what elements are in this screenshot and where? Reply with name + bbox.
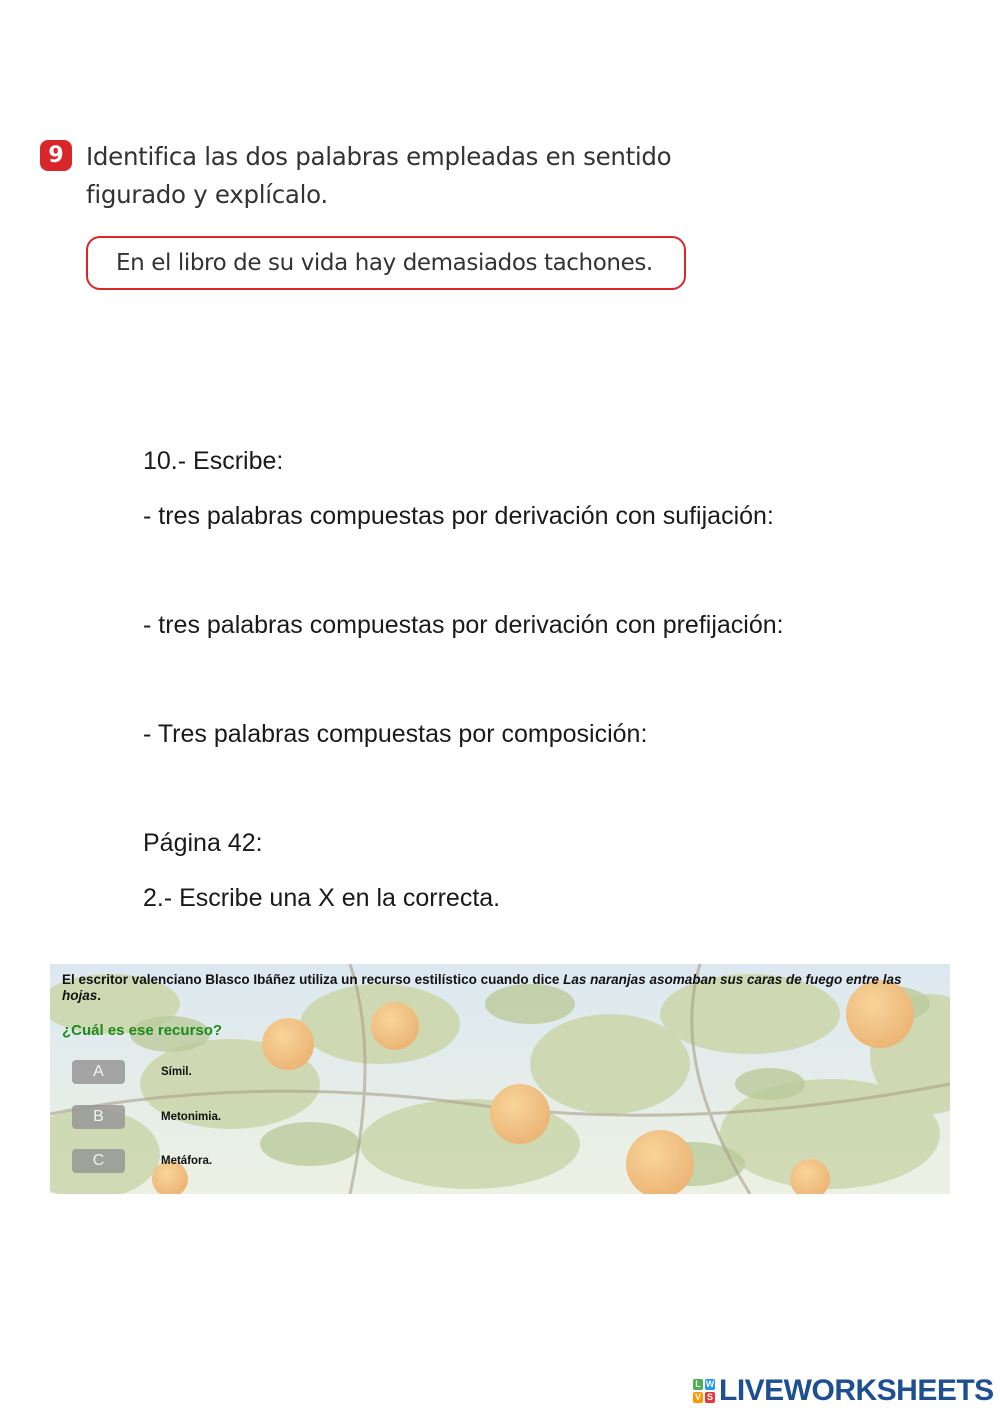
exercise-9-prompt-line2: figurado y explícalo. (86, 180, 328, 209)
exercise-9-sentence-box: En el libro de su vida hay demasiados tachones. (86, 236, 686, 290)
exercise-10-item-suffixation: - tres palabras compuestas por derivación con sufijación: (143, 502, 774, 530)
exercise-10-item-composition: - Tres palabras compuestas por composición: (143, 720, 648, 748)
exercise-9-prompt-line1: Identifica las dos palabras empleadas en sentido (86, 142, 672, 171)
option-b-label: Metonimia. (161, 1111, 222, 1123)
option-c-label: Metáfora. (161, 1155, 213, 1167)
quiz-stem-plain: El escritor valenciano Blasco Ibáñez utiliza un recurso estilístico cuando dice (62, 972, 564, 987)
page-reference: Página 42: (143, 829, 263, 857)
option-a-button[interactable]: A (72, 1060, 125, 1084)
liveworksheets-logo-icon (693, 1379, 715, 1403)
quiz-panel (50, 964, 950, 1194)
exercise-9-prompt (86, 138, 726, 214)
logo-tile-l: L (693, 1379, 703, 1390)
quiz-stem (62, 972, 942, 1004)
logo-tile-v: V (694, 1392, 701, 1402)
quiz-stem-quote: Las naranjas asomaban sus caras de fuego entre las hojas (62, 972, 902, 1003)
exercise-10-heading: 10.- Escribe: (143, 447, 284, 475)
option-b-button[interactable]: B (72, 1105, 125, 1129)
quiz-question: ¿Cuál es ese recurso? (62, 1022, 223, 1039)
option-a-label: Símil. (161, 1066, 192, 1078)
exercise-2-heading: 2.- Escribe una X en la correcta. (143, 884, 501, 912)
logo-tile-s: S (706, 1392, 713, 1402)
quiz-stem-end: . (97, 988, 102, 1003)
liveworksheets-wordmark: LIVEWORKSHEETS (719, 1374, 994, 1407)
liveworksheets-logo (693, 1375, 994, 1407)
exercise-9-badge: 9 (40, 140, 72, 171)
logo-tile-w: W (705, 1379, 715, 1389)
exercise-10-item-prefixation: - tres palabras compuestas por derivación con prefijación: (143, 611, 784, 639)
option-c-button[interactable]: C (72, 1149, 125, 1173)
